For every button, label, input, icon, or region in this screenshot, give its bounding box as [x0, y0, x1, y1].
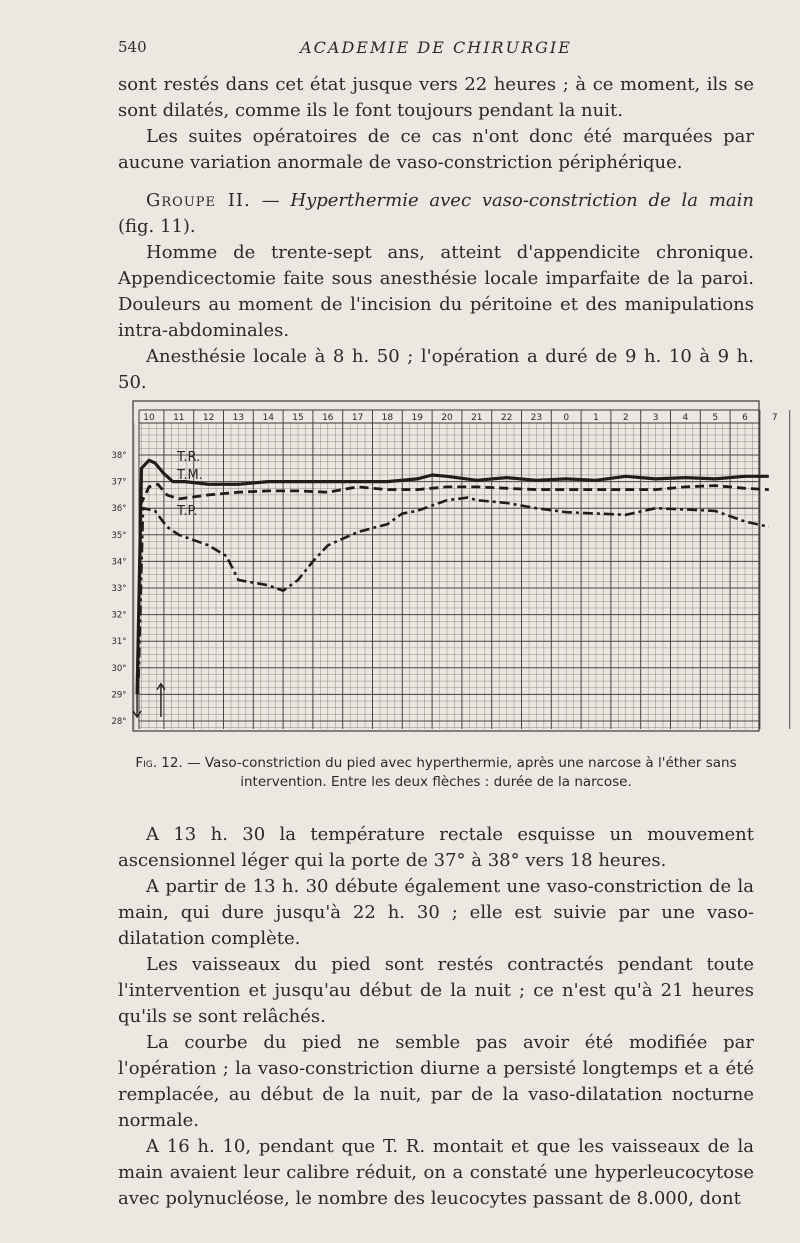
- chart-grid-fine: [134, 423, 759, 729]
- y-tick-label: 31°: [111, 637, 127, 648]
- y-tick-label: 37°: [111, 477, 127, 488]
- series-label: T.P.: [177, 504, 198, 519]
- text-block-top: [118, 72, 754, 176]
- temperature-chart: [103, 395, 778, 735]
- text-block-group: [118, 188, 754, 396]
- paragraph: sont restés dans cet état jusque vers 22 heures ; à ce moment, ils se sont dilatés, comme ils le font toujours pendant la nuit.: [118, 74, 754, 121]
- paragraph: A 16 h. 10, pendant que T. R. montait et que les vaisseaux de la main avaient leur calibre réduit, on a constaté une hyperleucocytose avec polynucléose, le nombre des leucocytes passant de 8.000, dont: [118, 1136, 754, 1209]
- y-tick-label: 36°: [111, 504, 127, 515]
- x-tick-label: 19: [411, 413, 423, 423]
- paragraph: Les suites opératoires de ce cas n'ont donc été marquées par aucune variation anormale de vaso-constriction périphérique.: [118, 126, 754, 173]
- group-dash: —: [261, 190, 280, 211]
- x-tick-label: 16: [322, 413, 334, 423]
- x-tick-label: 20: [441, 413, 453, 423]
- chart-frame: [133, 401, 759, 731]
- x-tick-label: 22: [500, 413, 513, 423]
- series-label: T.R.: [177, 450, 201, 465]
- series-line: [137, 460, 769, 694]
- x-tick-label: 6: [742, 413, 748, 423]
- chart-series: [137, 460, 769, 694]
- y-tick-label: 28°: [111, 717, 127, 727]
- group-title: Hyperthermie avec vaso-constriction de la main: [290, 190, 754, 211]
- y-tick-label: 35°: [111, 530, 127, 541]
- paragraph: A 13 h. 30 la température rectale esquisse un mouvement ascensionnel léger qui la porte de 37° à 38° vers 18 heures.: [118, 824, 754, 871]
- paragraph: La courbe du pied ne semble pas avoir été modifiée par l'opération ; la vaso-constriction diurne a persisté longtemps et a été remplacée, au début de la nuit, par de la vaso-dilatation nocturne normale.: [118, 1032, 754, 1131]
- page-header: [118, 38, 754, 62]
- y-tick-label: 38°: [111, 451, 127, 461]
- figure-caption: [124, 754, 748, 792]
- caption-text: — Vaso-constriction du pied avec hyperthermie, après une narcose à l'éther sans intervention. Entre les deux flèches : durée de la narcose.: [187, 755, 737, 790]
- series-label: T.M.: [177, 468, 203, 483]
- x-tick-label: 1: [593, 413, 599, 423]
- y-tick-label: 30°: [111, 663, 127, 674]
- chart-y-tick-labels: [111, 451, 126, 727]
- x-tick-label: 4: [682, 413, 689, 423]
- figure-12: [103, 395, 778, 735]
- text-block-bottom: [118, 822, 754, 1212]
- paragraph: Les vaisseaux du pied sont restés contractés pendant toute l'intervention et jusqu'au début de la nuit ; ce n'est qu'à 21 heures qu'ils se sont relâchés.: [118, 954, 754, 1027]
- x-tick-label: 0: [563, 413, 570, 423]
- caption-label: Fig. 12.: [135, 755, 183, 771]
- x-tick-label: 14: [262, 413, 274, 423]
- chart-x-tick-labels: [143, 413, 777, 423]
- group-heading: [118, 188, 754, 240]
- x-tick-label: 15: [292, 413, 304, 423]
- paragraph: Anesthésie locale à 8 h. 50 ; l'opération a duré de 9 h. 10 à 9 h. 50.: [118, 346, 754, 393]
- x-tick-label: 12: [202, 413, 215, 423]
- paragraph: Homme de trente-sept ans, atteint d'appendicite chronique. Appendicectomie faite sous anesthésie locale imparfaite de la paroi. Douleurs au moment de l'incision du péritoine et des manipulations intra-abdominales.: [118, 242, 754, 341]
- x-tick-label: 7: [771, 413, 778, 423]
- x-tick-label: 13: [232, 413, 245, 423]
- x-tick-label: 3: [652, 413, 659, 423]
- x-tick-label: 21: [471, 413, 483, 423]
- x-tick-label: 18: [381, 413, 394, 423]
- x-tick-label: 10: [143, 413, 155, 423]
- x-tick-label: 11: [173, 413, 185, 423]
- paragraph: A partir de 13 h. 30 débute également une vaso-constriction de la main, qui dure jusqu'à 22 h. 30 ; elle est suivie par une vaso-dilatation complète.: [118, 876, 754, 949]
- x-tick-label: 2: [622, 413, 629, 423]
- y-tick-label: 33°: [111, 584, 127, 594]
- page-number: 540: [118, 38, 147, 56]
- y-tick-label: 34°: [111, 557, 127, 568]
- running-head: ACADEMIE DE CHIRURGIE: [300, 38, 572, 57]
- y-tick-label: 29°: [111, 690, 127, 701]
- group-label: Groupe II.: [146, 190, 251, 211]
- x-tick-label: 23: [530, 413, 543, 423]
- y-tick-label: 32°: [111, 610, 127, 621]
- x-tick-label: 5: [712, 413, 719, 423]
- x-tick-label: 17: [351, 413, 364, 423]
- group-figure-ref: (fig. 11).: [118, 216, 196, 237]
